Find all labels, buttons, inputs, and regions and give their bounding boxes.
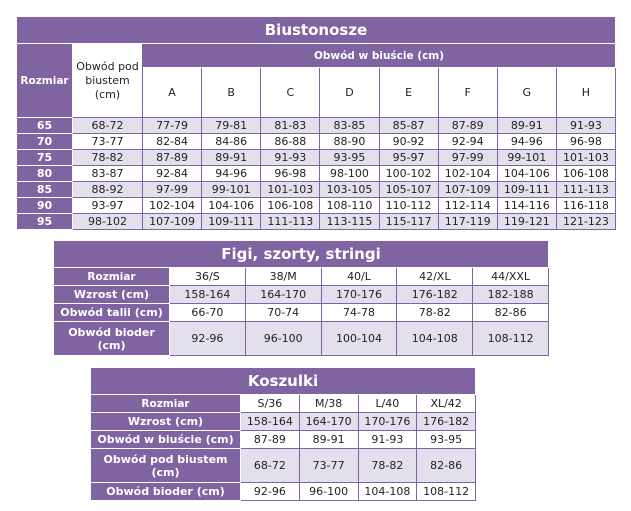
briefs-value-cell: 182-188 [473, 286, 549, 304]
briefs-size-header: 42/XL [397, 268, 473, 286]
bras-cup-header: G [497, 68, 556, 118]
table-row [91, 449, 476, 483]
bras-cup-cell: 86-88 [261, 134, 320, 150]
bras-cup-cell: 102-104 [438, 166, 497, 182]
briefs-size-label: Rozmiar [54, 268, 170, 286]
shirts-value-cell: 176-182 [417, 413, 476, 431]
shirts-size-header: M/38 [299, 395, 358, 413]
bras-cup-cell: 114-116 [497, 198, 556, 214]
bras-cup-cell: 101-103 [261, 182, 320, 198]
table-row [17, 166, 616, 182]
shirts-size-label: Rozmiar [91, 395, 241, 413]
bras-cup-cell: 112-114 [438, 198, 497, 214]
shirts-value-cell: 73-77 [299, 449, 358, 483]
briefs-size-header: 36/S [170, 268, 246, 286]
shirts-value-cell: 92-96 [241, 483, 300, 501]
bras-cup-cell: 92-94 [438, 134, 497, 150]
bras-cup-cell: 105-107 [379, 182, 438, 198]
shirts-row-label: Obwód bioder (cm) [91, 483, 241, 501]
bras-cup-cell: 84-86 [202, 134, 261, 150]
bras-size-header: Rozmiar [17, 44, 73, 118]
shirts-value-cell: 78-82 [358, 449, 417, 483]
bras-cup-cell: 101-103 [556, 150, 615, 166]
bras-bust-header: Obwód w biuście (cm) [143, 44, 616, 68]
bras-cup-cell: 95-97 [379, 150, 438, 166]
briefs-size-header: 40/L [321, 268, 397, 286]
shirts-value-cell: 82-86 [417, 449, 476, 483]
shirts-value-cell: 158-164 [241, 413, 300, 431]
bras-row-size: 70 [17, 134, 73, 150]
briefs-row-label: Wzrost (cm) [54, 286, 170, 304]
bras-cup-cell: 109-111 [202, 214, 261, 230]
briefs-size-table [53, 240, 549, 356]
shirts-size-header: S/36 [241, 395, 300, 413]
bras-row-underbust: 93-97 [73, 198, 143, 214]
briefs-value-cell: 78-82 [397, 304, 473, 322]
bras-cup-cell: 92-84 [143, 166, 202, 182]
bras-cup-cell: 90-92 [379, 134, 438, 150]
bras-cup-cell: 97-99 [143, 182, 202, 198]
bras-cup-cell: 116-118 [556, 198, 615, 214]
shirts-table-title: Koszulki [91, 368, 476, 395]
bras-cup-header: C [261, 68, 320, 118]
bras-row-underbust: 98-102 [73, 214, 143, 230]
briefs-size-header: 38/M [245, 268, 321, 286]
bras-cup-cell: 109-111 [497, 182, 556, 198]
bras-cup-cell: 91-93 [556, 118, 615, 134]
shirts-size-header: L/40 [358, 395, 417, 413]
bras-row-underbust: 68-72 [73, 118, 143, 134]
table-row [54, 286, 549, 304]
bras-cup-cell: 103-105 [320, 182, 379, 198]
bras-cup-cell: 119-121 [497, 214, 556, 230]
briefs-value-cell: 74-78 [321, 304, 397, 322]
bras-row-size: 75 [17, 150, 73, 166]
bras-cup-header: B [202, 68, 261, 118]
bras-cup-header: D [320, 68, 379, 118]
bras-cup-cell: 107-109 [438, 182, 497, 198]
table-row [17, 150, 616, 166]
bras-cup-cell: 107-109 [143, 214, 202, 230]
bras-row-underbust: 78-82 [73, 150, 143, 166]
bras-cup-cell: 87-89 [143, 150, 202, 166]
bras-cup-cell: 99-101 [202, 182, 261, 198]
shirts-size-table [90, 367, 476, 501]
bras-row-size: 85 [17, 182, 73, 198]
bras-cup-cell: 113-115 [320, 214, 379, 230]
bras-cup-cell: 87-89 [438, 118, 497, 134]
bras-cup-cell: 108-110 [320, 198, 379, 214]
bras-cup-cell: 117-119 [438, 214, 497, 230]
bras-cup-cell: 89-91 [202, 150, 261, 166]
shirts-row-label: Obwód pod biustem (cm) [91, 449, 241, 483]
bras-cup-cell: 100-102 [379, 166, 438, 182]
briefs-size-header: 44/XXL [473, 268, 549, 286]
bras-cup-header: F [438, 68, 497, 118]
briefs-value-cell: 164-170 [245, 286, 321, 304]
shirts-value-cell: 91-93 [358, 431, 417, 449]
briefs-row-label: Obwód talii (cm) [54, 304, 170, 322]
briefs-value-cell: 176-182 [397, 286, 473, 304]
bras-row-size: 95 [17, 214, 73, 230]
bras-row-underbust: 88-92 [73, 182, 143, 198]
bras-row-size: 90 [17, 198, 73, 214]
briefs-value-cell: 158-164 [170, 286, 246, 304]
bras-cup-cell: 88-90 [320, 134, 379, 150]
bras-cup-cell: 77-79 [143, 118, 202, 134]
bras-cup-cell: 81-83 [261, 118, 320, 134]
table-row [17, 214, 616, 230]
bras-size-table [16, 16, 616, 230]
bras-row-underbust: 73-77 [73, 134, 143, 150]
briefs-value-cell: 66-70 [170, 304, 246, 322]
briefs-value-cell: 92-96 [170, 322, 246, 356]
shirts-row-label: Wzrost (cm) [91, 413, 241, 431]
bras-cup-cell: 96-98 [556, 134, 615, 150]
bras-cup-header: E [379, 68, 438, 118]
briefs-value-cell: 96-100 [245, 322, 321, 356]
briefs-value-cell: 108-112 [473, 322, 549, 356]
bras-cup-cell: 111-113 [261, 214, 320, 230]
bras-cup-cell: 82-84 [143, 134, 202, 150]
bras-cup-cell: 91-93 [261, 150, 320, 166]
bras-cup-cell: 89-91 [497, 118, 556, 134]
bras-cup-cell: 97-99 [438, 150, 497, 166]
table-row [17, 118, 616, 134]
bras-cup-cell: 79-81 [202, 118, 261, 134]
table-row [17, 182, 616, 198]
bras-cup-cell: 104-106 [202, 198, 261, 214]
bras-cup-cell: 93-95 [320, 150, 379, 166]
shirts-value-cell: 164-170 [299, 413, 358, 431]
bras-cup-cell: 99-101 [497, 150, 556, 166]
shirts-row-label: Obwód w biuście (cm) [91, 431, 241, 449]
table-row [54, 322, 549, 356]
briefs-row-label: Obwód bioder (cm) [54, 322, 170, 356]
shirts-value-cell: 108-112 [417, 483, 476, 501]
bras-cup-cell: 96-98 [261, 166, 320, 182]
bras-cup-header: A [143, 68, 202, 118]
table-row [91, 413, 476, 431]
bras-cup-cell: 102-104 [143, 198, 202, 214]
bras-cup-cell: 115-117 [379, 214, 438, 230]
bras-cup-cell: 121-123 [556, 214, 615, 230]
shirts-value-cell: 104-108 [358, 483, 417, 501]
table-row [91, 431, 476, 449]
shirts-size-header: XL/42 [417, 395, 476, 413]
bras-cup-cell: 83-85 [320, 118, 379, 134]
shirts-value-cell: 68-72 [241, 449, 300, 483]
briefs-table-title: Figi, szorty, stringi [54, 241, 549, 268]
briefs-value-cell: 170-176 [321, 286, 397, 304]
table-row [54, 304, 549, 322]
bras-cup-cell: 85-87 [379, 118, 438, 134]
shirts-value-cell: 93-95 [417, 431, 476, 449]
table-row [91, 483, 476, 501]
table-row [17, 198, 616, 214]
bras-underbust-header: Obwód pod biustem (cm) [73, 44, 143, 118]
bras-cup-cell: 111-113 [556, 182, 615, 198]
bras-cup-header: H [556, 68, 615, 118]
briefs-value-cell: 100-104 [321, 322, 397, 356]
bras-cup-cell: 104-106 [497, 166, 556, 182]
bras-cup-cell: 106-108 [556, 166, 615, 182]
bras-row-size: 65 [17, 118, 73, 134]
bras-row-size: 80 [17, 166, 73, 182]
briefs-value-cell: 104-108 [397, 322, 473, 356]
bras-row-underbust: 83-87 [73, 166, 143, 182]
bras-cup-cell: 94-96 [497, 134, 556, 150]
shirts-value-cell: 96-100 [299, 483, 358, 501]
bras-cup-cell: 106-108 [261, 198, 320, 214]
bras-cup-cell: 98-100 [320, 166, 379, 182]
shirts-value-cell: 89-91 [299, 431, 358, 449]
briefs-value-cell: 82-86 [473, 304, 549, 322]
bras-cup-cell: 94-96 [202, 166, 261, 182]
bras-table-title: Biustonosze [17, 17, 616, 44]
bras-cup-cell: 110-112 [379, 198, 438, 214]
table-row [17, 134, 616, 150]
briefs-value-cell: 70-74 [245, 304, 321, 322]
shirts-value-cell: 87-89 [241, 431, 300, 449]
shirts-value-cell: 170-176 [358, 413, 417, 431]
